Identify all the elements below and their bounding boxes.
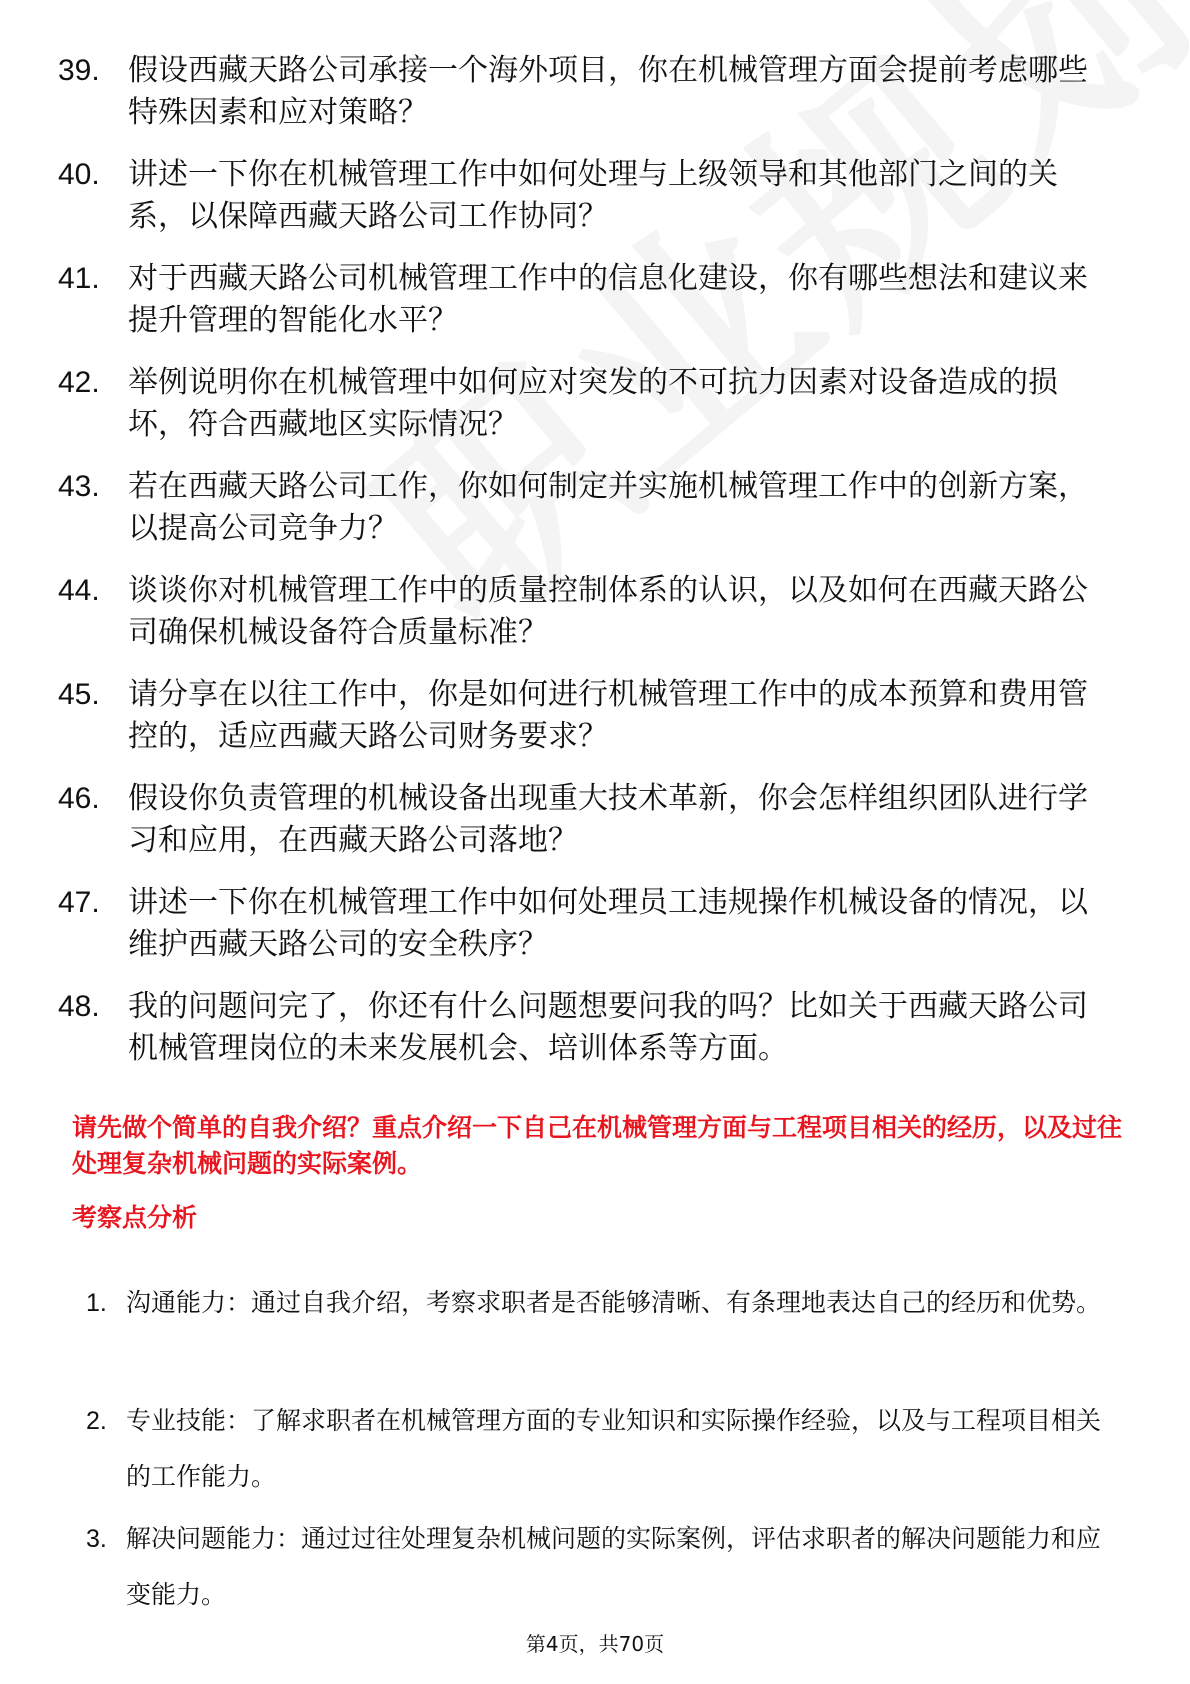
analysis-number: 2.: [86, 1407, 107, 1435]
analysis-number: 3.: [86, 1525, 107, 1553]
question-number: 39.: [58, 54, 100, 87]
question-text: 请分享在以往工作中，你是如何进行机械管理工作中的成本预算和费用管控的，适应西藏天路公司财务要求？: [128, 677, 1088, 754]
question-text: 假设你负责管理的机械设备出现重大技术革新，你会怎样组织团队进行学习和应用，在西藏天路公司落地？: [128, 781, 1088, 858]
question-item: [0, 778, 1190, 882]
analysis-item: [0, 1393, 1190, 1511]
question-item: [0, 258, 1190, 362]
analysis-text: 沟通能力：通过自我介绍，考察求职者是否能够清晰、有条理地表达自己的经历和优势。: [126, 1288, 1102, 1317]
analysis-item: [0, 1275, 1190, 1393]
question-item: [0, 362, 1190, 466]
question-item: [0, 466, 1190, 570]
question-item: [0, 50, 1190, 154]
question-text: 若在西藏天路公司工作，你如何制定并实施机械管理工作中的创新方案，以提高公司竞争力？: [128, 469, 1088, 546]
question-item: [0, 882, 1190, 986]
question-item: [0, 154, 1190, 258]
question-number: 44.: [58, 574, 100, 607]
question-item: [0, 986, 1190, 1090]
highlight-question: 请先做个简单的自我介绍？重点介绍一下自己在机械管理方面与工程项目相关的经历，以及过往处理复杂机械问题的实际案例。: [72, 1113, 1123, 1178]
analysis-item: [0, 1511, 1190, 1629]
question-number: 48.: [58, 990, 100, 1023]
question-text: 举例说明你在机械管理中如何应对突发的不可抗力因素对设备造成的损坏，符合西藏地区实际情况？: [128, 365, 1058, 442]
question-list: [0, 50, 1190, 1090]
analysis-list: [0, 1275, 1190, 1629]
question-text: 讲述一下你在机械管理工作中如何处理与上级领导和其他部门之间的关系，以保障西藏天路公司工作协同？: [128, 157, 1058, 234]
analysis-text: 专业技能：了解求职者在机械管理方面的专业知识和实际操作经验，以及与工程项目相关的工作能力。: [126, 1406, 1102, 1491]
question-text: 讲述一下你在机械管理工作中如何处理员工违规操作机械设备的情况，以维护西藏天路公司的安全秩序？: [128, 885, 1088, 962]
question-item: [0, 674, 1190, 778]
question-text: 对于西藏天路公司机械管理工作中的信息化建设，你有哪些想法和建议来提升管理的智能化水平？: [128, 261, 1088, 338]
analysis-number: 1.: [86, 1289, 107, 1317]
analysis-text: 解决问题能力：通过过往处理复杂机械问题的实际案例，评估求职者的解决问题能力和应变能力。: [126, 1524, 1102, 1609]
question-number: 45.: [58, 678, 100, 711]
page-footer: 第4页，共70页: [525, 1632, 665, 1656]
question-text: 假设西藏天路公司承接一个海外项目，你在机械管理方面会提前考虑哪些特殊因素和应对策略？: [128, 53, 1088, 130]
question-text: 我的问题问完了，你还有什么问题想要问我的吗？比如关于西藏天路公司机械管理岗位的未来发展机会、培训体系等方面。: [128, 989, 1088, 1066]
question-number: 43.: [58, 470, 100, 503]
question-number: 42.: [58, 366, 100, 399]
question-number: 41.: [58, 262, 100, 295]
question-text: 谈谈你对机械管理工作中的质量控制体系的认识，以及如何在西藏天路公司确保机械设备符合质量标准？: [128, 573, 1088, 650]
question-number: 40.: [58, 158, 100, 191]
analysis-title: 考察点分析: [72, 1203, 198, 1232]
question-number: 46.: [58, 782, 100, 815]
question-number: 47.: [58, 886, 100, 919]
question-item: [0, 570, 1190, 674]
